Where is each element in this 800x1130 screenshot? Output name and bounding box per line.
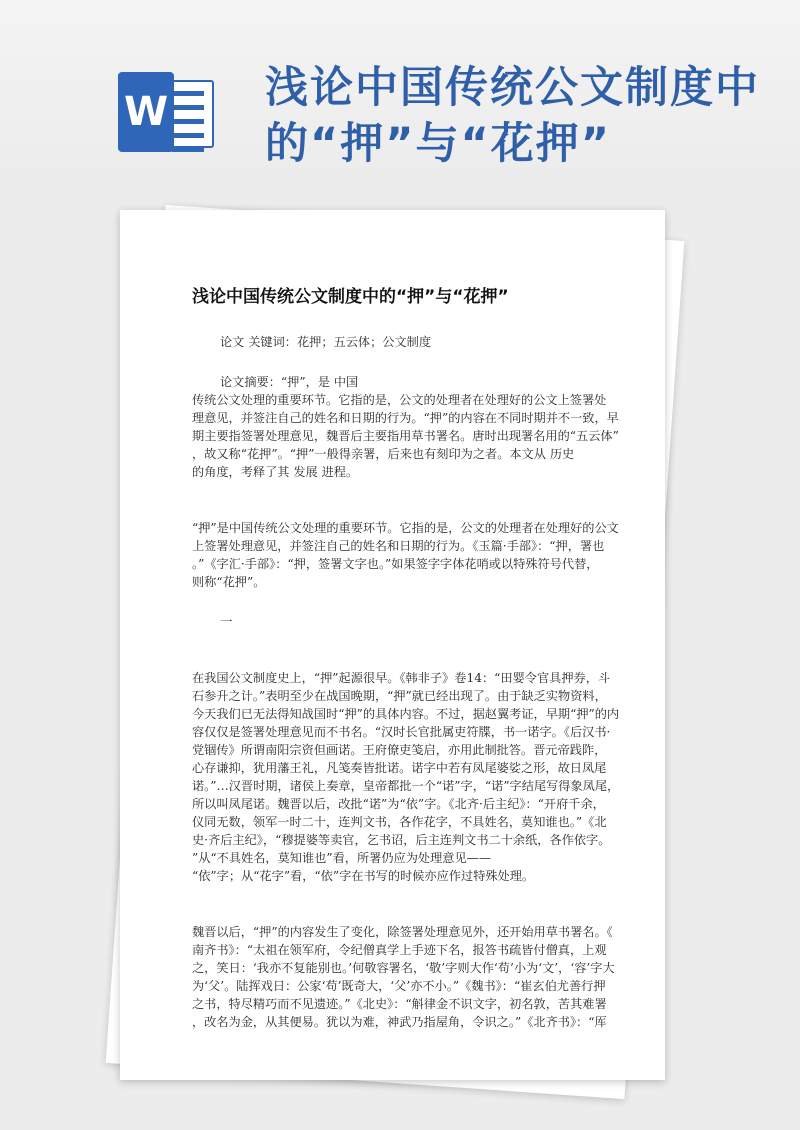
text-line: 论文摘要：“押”，是 中国: [220, 375, 359, 389]
text-line: 所以叫凤尾诺。魏晋以后，改批“诺”为“依”字。《北齐·后主纪》：“开府千余，: [192, 797, 605, 811]
text-line: 理意见，并签注自己的姓名和日期的行为。“押”的内容在不同时期并不一致，早: [192, 411, 619, 425]
text-line: 为‘父’。陆挥戏日：公家‘苟’既奇大，‘父’亦不小。”《魏书》：“崔玄伯尤善行押: [192, 979, 606, 993]
document-title: 浅论中国传统公文制度中的“押”与“花押”: [192, 287, 509, 307]
text-line: 期主要指签署处理意见，魏晋后主要指用草书署名。唐时出现署名用的“五云体”: [192, 429, 619, 443]
body-paragraph-3: [192, 923, 635, 1031]
text-line: 魏晋以后，“押”的内容发生了变化，除签署处理意见外，还开始用草书署名。《: [192, 925, 613, 939]
text-line: 党锢传》所谓南阳宗资但画诺。王府僚吏笺启，亦用此制批答。晋元帝践阼，: [192, 743, 607, 757]
word-document-icon: [118, 72, 214, 152]
text-line: 的角度，考释了其 发展 进程。: [192, 465, 359, 479]
text-line: 仪同无数，领军一时二十，连判文书，各作花字，不具姓名，莫知谁也。”《北: [192, 815, 607, 829]
text-line: “押”是中国传统公文处理的重要环节。它指的是，公文的处理者在处理好的公文: [192, 521, 619, 535]
text-line: 则称“花押”。: [192, 575, 266, 589]
body-paragraph-1: [192, 519, 635, 591]
word-badge: W: [118, 72, 174, 152]
text-line: 今天我们已无法得知战国时“押”的具体内容。不过，据赵翼考证，早期“押”的内: [192, 707, 620, 721]
body-paragraph-2: [192, 669, 635, 885]
abstract-paragraph: [192, 373, 635, 481]
keywords-line: 论文 关键词：花押；五云体；公文制度: [220, 335, 432, 349]
text-line: “依”字；从“花字”看，“依”字在书写的时候亦应作过特殊处理。: [192, 869, 535, 883]
text-line: 心存谦抑，犹用藩王礼，凡笺奏皆批诺。诺字中若有凤尾婆娑之形，故日凤尾: [192, 761, 607, 775]
text-line: 南齐书》：“太祖在领军府，令纪僧真学上手迹下名，报答书疏皆付僧真，上观: [192, 943, 607, 957]
section-marker: 一: [220, 614, 233, 629]
text-line: 史·齐后主纪》，“穆提婆等卖官，乞书诏，后主连判文书二十余纸，各作依字。: [192, 833, 611, 847]
text-line: 容仅仅是签署处理意见而不书名。“汉时长官批属吏符牒，书一诺字。《后汉书·: [192, 725, 611, 739]
text-line: 石参升之计。”表明至少在战国晚期，“押”就已经出现了。由于缺乏实物资料，: [192, 689, 607, 703]
text-line: 之，笑日：‘我亦不复能别也。’何敬容署名，‘敬’字则大作‘苟’小为‘文’，‘容’字大: [192, 961, 615, 975]
text-line: ，改名为金，从其便易。犹以为难，神武乃指屋角，令识之。”《北齐书》：“厍: [192, 1015, 607, 1029]
text-line: 传统公文处理的重要环节。它指的是，公文的处理者在处理好的公文上签署处: [192, 393, 607, 407]
text-line: 在我国公文制度史上，“押”起源很早。《韩非子》卷14：“田婴令官具押券，斗: [192, 671, 611, 685]
text-line: 。”《字汇·手部》：“押，签署文字也。”如果签字字体花哨或以特殊符号代替，: [192, 557, 599, 571]
text-line: 之书，特尽精巧而不见遗迹。”《北史》：“斛律金不识文字，初名敦，苦其难署: [192, 997, 607, 1011]
document-page: [120, 210, 665, 1080]
text-line: ，故又称“花押”。“押”一般得亲署，后来也有刻印为之者。本文从 历史: [192, 447, 575, 461]
page-title: 浅论中国传统公文制度中的“押”与“花押”: [265, 63, 760, 169]
text-line: 诺。”…汉晋时期，诸侯上奏章，皇帝都批一个“诺”字，“诺”字结尾写得象凤尾，: [192, 779, 620, 793]
text-line: 上签署处理意见，并签注自己的姓名和日期的行为。《玉篇·手部》：“押，署也: [192, 539, 605, 553]
text-line: ”从“不具姓名，莫知谁也”看，所署仍应为处理意见——: [192, 851, 492, 865]
